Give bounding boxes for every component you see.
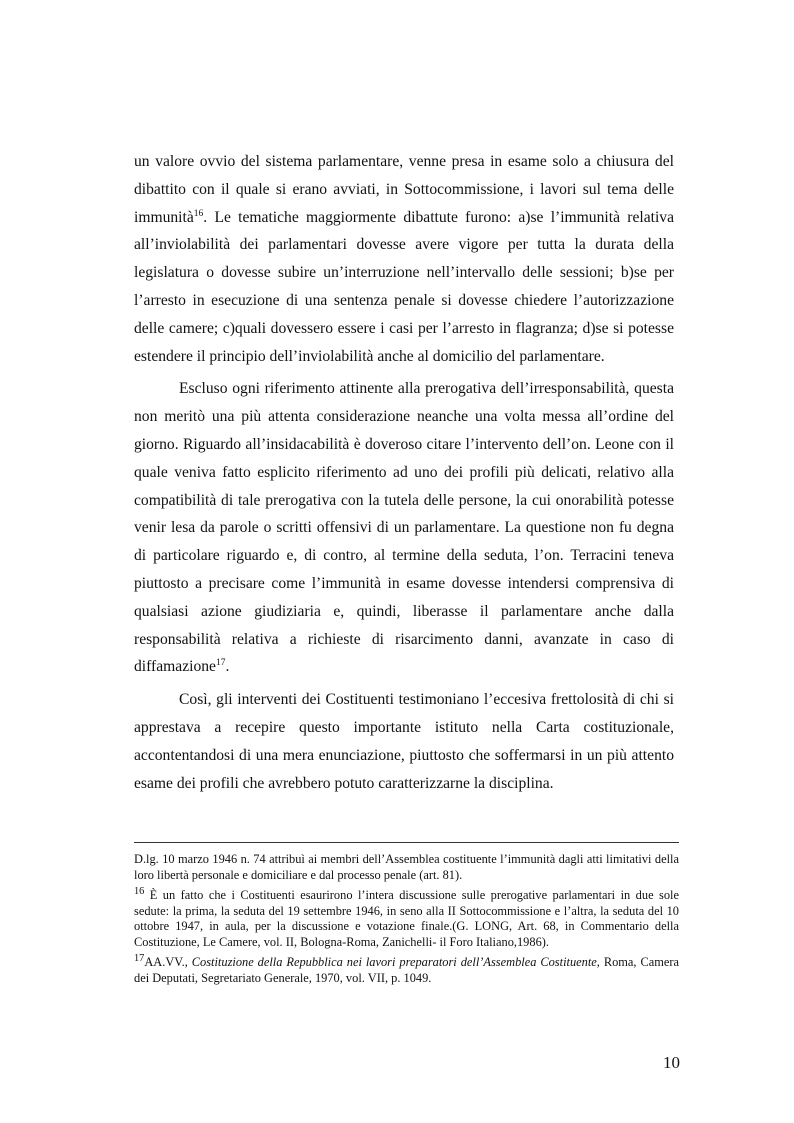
footnotes: [134, 852, 679, 987]
paragraph-text: Escluso ogni riferimento attinente alla prerogativa dell’irresponsabilità, questa non meritò una più attenta considerazione neanche una volta messa all’ordine del giorno. Riguardo all’insidacabilità è doveroso citare l’intervento dell’on. Leone con il quale veniva fatto esplicito riferimento ad uno dei profili più delicati, relativo alla compatibilità di tale prerogativa con la tutela delle persone, la cui onorabilità potesse venir lesa da parole o scritti offensivi di un parlamentare. La questione non fu degna di particolare riguardo e, di contro, al termine della seduta, l’on. Terracini teneva piuttosto a precisare come l’immunità in esame dovesse intendersi comprensiva di qualsiasi azione giudiziaria e, quindi, liberasse il parlamentare anche dalla responsabilità relativa a richieste di risarcimento danni, avanzate in caso di diffamazione: [134, 380, 674, 676]
footnote-text: È un fatto che i Costituenti esaurirono l’intera discussione sulle prerogative parlamentari in due sole sedute: la prima, la seduta del 19 settembre 1946, in seno alla II Sottocommissione e l’altra, la seduta del 10 ottobre 1947, in aula, per la discussione e votazione finale.(G. LONG, Art. 68, in Commentario della Costituzione, Le Camere, vol. II, Bologna-Roma, Zanichelli- il Foro Italiano,1986).: [134, 887, 679, 950]
paragraph-text: Così, gli interventi dei Costituenti testimoniano l’eccesiva frettolosità di chi si apprestava a recepire questo importante istituto nella Carta costituzionale, accontentandosi di una mera enunciazione, piuttosto che soffermarsi in un più attento esame dei profili che avrebbero potuto caratterizzarne la disciplina.: [134, 691, 674, 792]
body-text: [134, 148, 674, 802]
paragraph: [134, 686, 674, 797]
footnote-mark: 16: [134, 885, 145, 897]
footnote-17: [134, 951, 679, 987]
page-number: 10: [663, 1053, 680, 1072]
footnote-separator: [134, 842, 679, 843]
paragraph-text: . Le tematiche maggiormente dibattute furono: a)se l’immunità relativa all’inviolabilità dei parlamentari dovesse avere vigore per tutta la durata della legislatura o dovesse subire un’interruzione nell’intervallo delle sessioni; b)se per l’arresto in esecuzione di una sentenza penale si dovesse chiedere l’autorizzazione delle camere; c)quali dovessero essere i casi per l’arresto in flagranza; d)se si potesse estendere il principio dell’inviolabilità anche al domicilio del parlamentare.: [134, 208, 674, 365]
paragraph-text: un valore ovvio del sistema parlamentare, venne presa in esame solo a chiusura del dibattito con il quale si erano avviati, in Sottocommissione, i lavori sul tema delle immunità: [134, 153, 674, 226]
footnote-mark: 17: [134, 952, 145, 964]
footnote-16: [134, 884, 679, 951]
footnote-title: Costituzione della Repubblica nei lavori preparatori dell’Assemblea Costituente: [191, 955, 597, 970]
paragraph: [134, 375, 674, 681]
footnote-text: AA.VV.,: [144, 955, 192, 970]
paragraph-text: .: [225, 658, 230, 676]
footnote-ref: 16: [193, 208, 204, 219]
footnote-ref: 17: [215, 658, 226, 669]
footnote-continued: D.lg. 10 marzo 1946 n. 74 attribuì ai membri dell’Assemblea costituente l’immunità dagli atti limitativi della loro libertà personale e domiciliare e dal processo penale (art. 81).: [134, 852, 679, 882]
footnote-text: , Roma, Camera dei Deputati, Segretariato Generale, 1970, vol. VII, p. 1049.: [134, 955, 680, 985]
paragraph: [134, 148, 674, 370]
